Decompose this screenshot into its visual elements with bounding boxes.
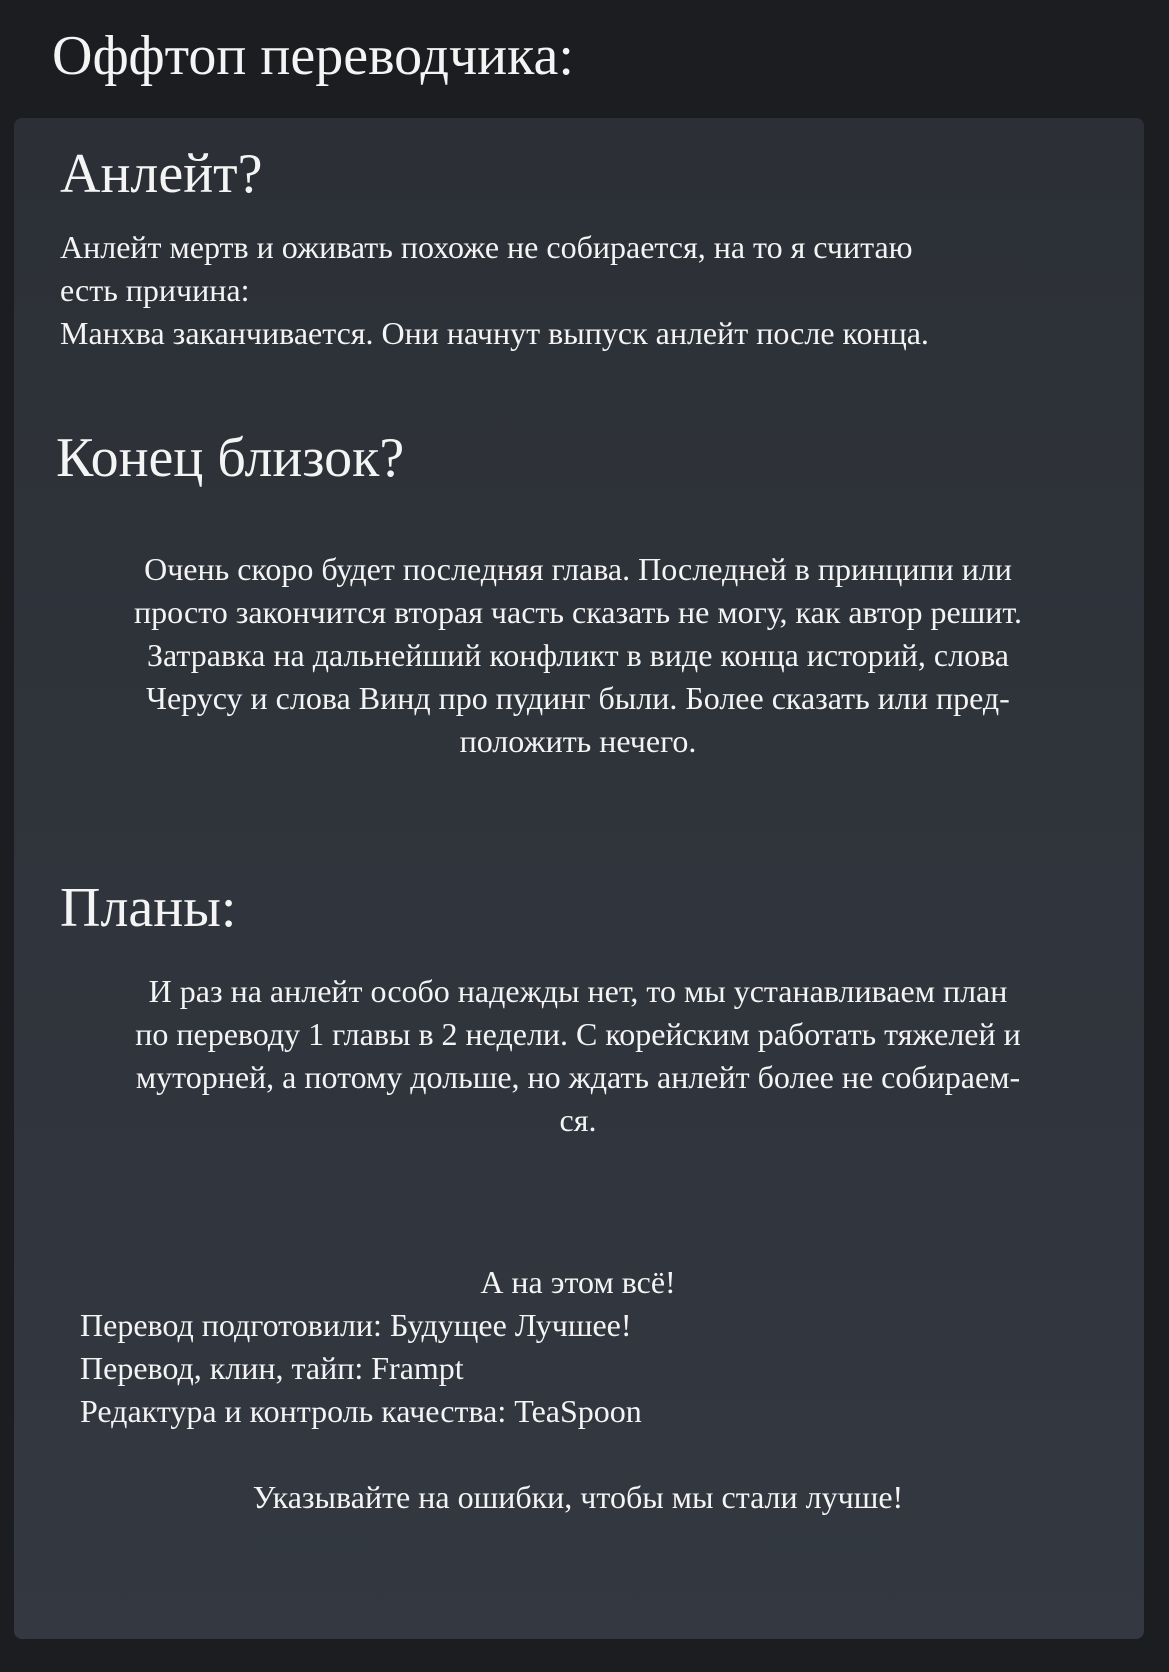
section-heading-ending: Конец близок? bbox=[56, 427, 405, 489]
text-line: Черусу и слова Винд про пудинг были. Более сказать или пред- bbox=[146, 680, 1010, 716]
text-line: ся. bbox=[559, 1102, 597, 1138]
text-line: Манхва заканчивается. Они начнут выпуск анлейт после конца. bbox=[60, 315, 929, 351]
credits-footer: Указывайте на ошибки, чтобы мы стали лучше! bbox=[252, 1479, 904, 1515]
section-heading-plans: Планы: bbox=[60, 877, 237, 939]
text-line: Очень скоро будет последняя глава. Последней в принципи или bbox=[144, 551, 1012, 587]
section-text-ending bbox=[14, 548, 1142, 763]
text-line: положить нечего. bbox=[459, 723, 697, 759]
page-title: Оффтоп переводчика: bbox=[52, 25, 574, 87]
credits-editing: Редактура и контроль качества: TeaSpoon bbox=[80, 1393, 642, 1429]
text-line: Затравка на дальнейший конфликт в виде конца историй, слова bbox=[147, 637, 1009, 673]
text-line: по переводу 1 главы в 2 недели. С корейским работать тяжелей и bbox=[135, 1016, 1021, 1052]
text-line: Анлейт мертв и оживать похоже не собирается, на то я считаю bbox=[60, 229, 913, 265]
text-line: есть причина: bbox=[60, 272, 250, 308]
text-line: И раз на анлейт особо надежды нет, то мы устанавливаем план bbox=[148, 973, 1008, 1009]
section-text-plans bbox=[14, 970, 1142, 1142]
credits-translation: Перевод, клин, тайп: Frampt bbox=[80, 1350, 464, 1386]
credits-closing: А на этом всё! bbox=[480, 1264, 676, 1300]
text-line: просто закончится вторая часть сказать не могу, как автор решит. bbox=[134, 594, 1022, 630]
text-line: муторней, а потому дольше, но ждать анлейт более не собираем- bbox=[135, 1059, 1021, 1095]
section-heading-unlate: Анлейт? bbox=[60, 143, 263, 205]
content-panel bbox=[14, 118, 1144, 1639]
credits-list bbox=[80, 1304, 642, 1433]
credits-team: Перевод подготовили: Будущее Лучшее! bbox=[80, 1307, 632, 1343]
section-text-unlate bbox=[60, 226, 929, 355]
